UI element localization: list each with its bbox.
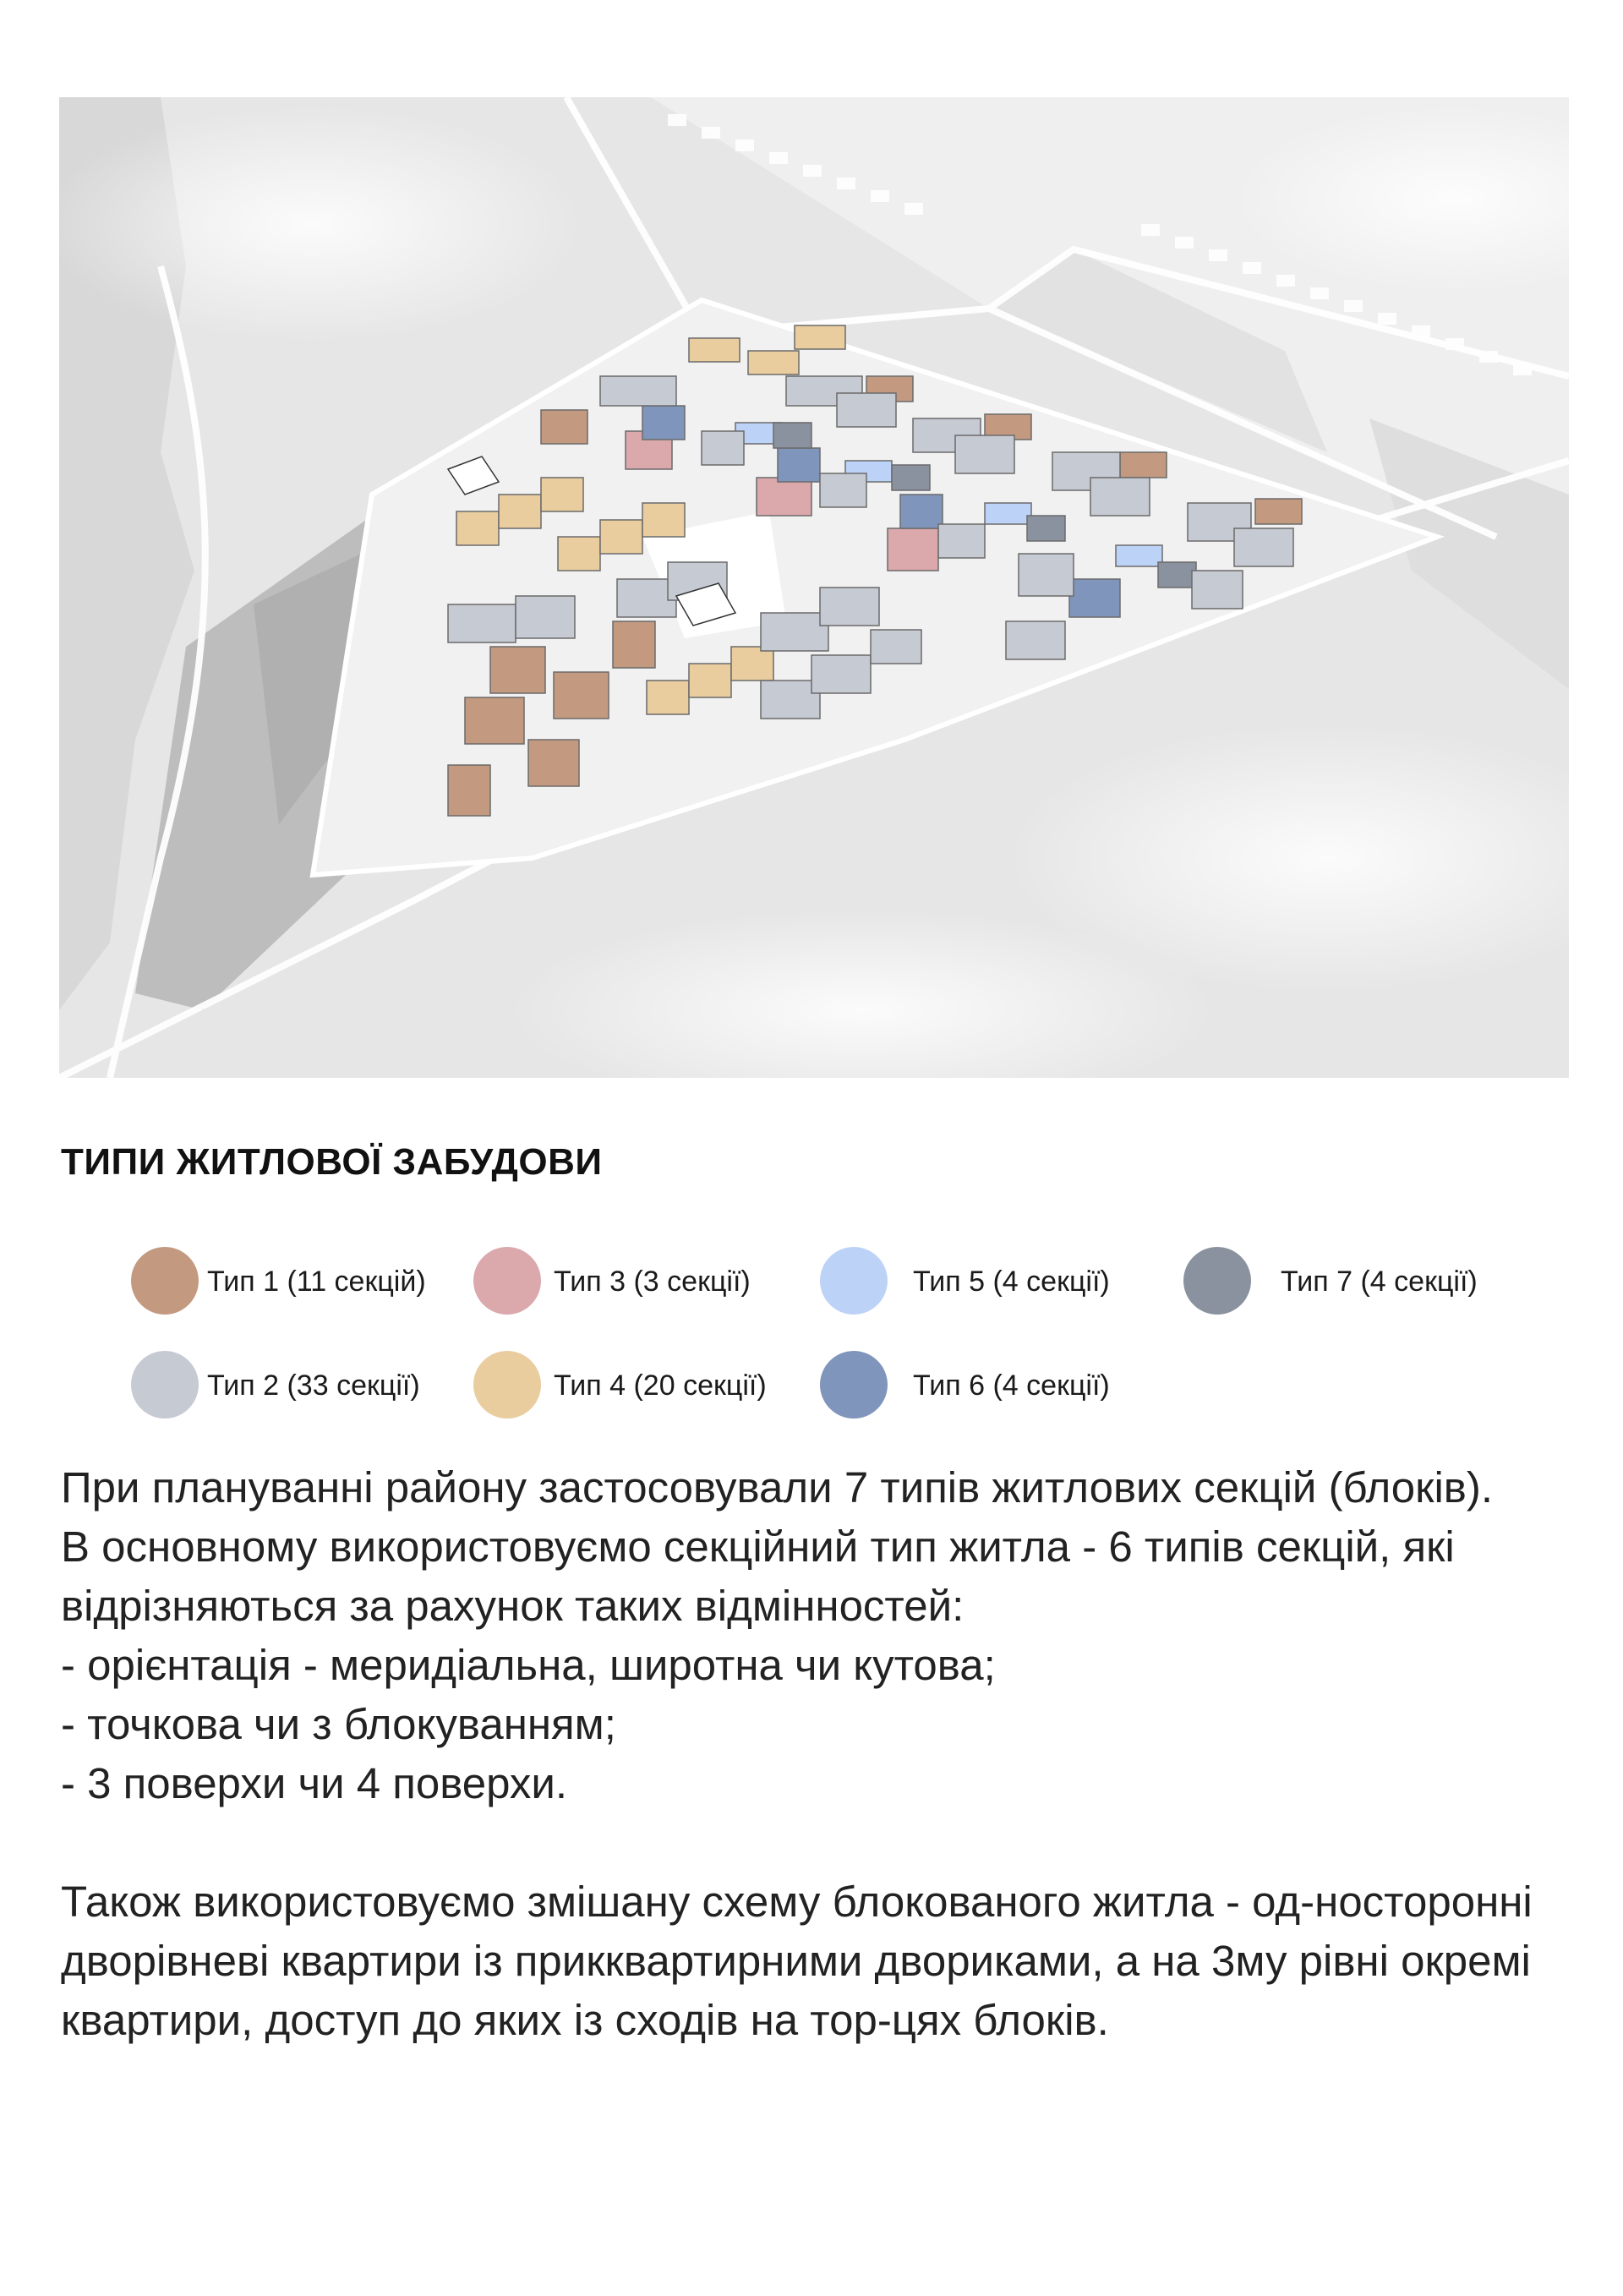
description-bullet: - орієнтація - меридіальна, широтна чи кутова; [61,1641,996,1689]
description-paragraph: Також використовуємо змішану схему блокованого житла - од-носторонні дворівневі квартири із прикквартирними двориками, а на 3му рівні окремі квартири, доступ до яких із сходів на тор-цях блоків. [61,1878,1533,2044]
type3-color-swatch [473,1247,541,1315]
legend-label: Тип 7 (4 секції) [1281,1266,1478,1298]
description-text [61,1458,1549,2050]
legend-label: Тип 1 (11 секцій) [207,1266,426,1298]
description-bullet: - 3 поверхи чи 4 поверхи. [61,1759,568,1807]
type6-color-swatch [820,1351,888,1419]
type1-color-swatch [131,1247,199,1315]
site-plan-illustration [59,97,1569,1078]
legend-label: Тип 3 (3 секції) [554,1266,751,1298]
legend-label: Тип 6 (4 секції) [913,1369,1110,1402]
type5-color-swatch [820,1247,888,1315]
type2-color-swatch [131,1351,199,1419]
description-paragraph: При плануванні району застосовували 7 типів житлових секцій (блоків). [61,1463,1494,1512]
description-paragraph: В основному використовуємо секційний тип житла - 6 типів секцій, які відрізняються за рахунок таких відмінностей: [61,1522,1455,1630]
legend-label: Тип 5 (4 секції) [913,1266,1110,1298]
legend-label: Тип 2 (33 секції) [207,1369,420,1402]
paragraph-gap [61,1813,1549,1872]
type7-color-swatch [1183,1247,1251,1315]
legend-label: Тип 4 (20 секції) [554,1369,767,1402]
type4-color-swatch [473,1351,541,1419]
description-bullet: - точкова чи з блокуванням; [61,1700,616,1748]
site-plan-map [59,97,1569,1078]
section-heading: ТИПИ ЖИТЛОВОЇ ЗАБУДОВИ [61,1141,603,1183]
